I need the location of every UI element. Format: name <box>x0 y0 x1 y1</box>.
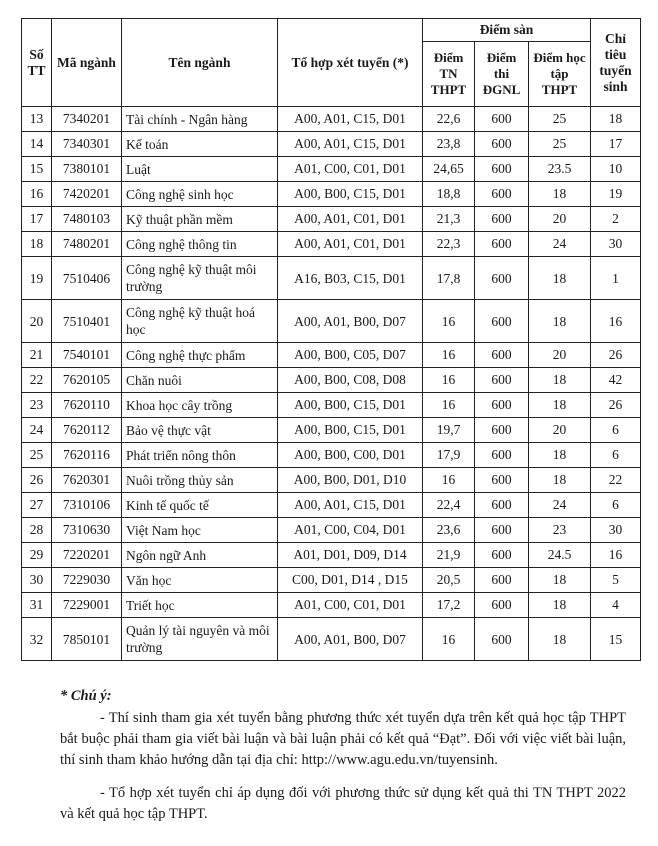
cell-diem-tn: 24,65 <box>423 157 475 182</box>
cell-diem-hoc-tap: 25 <box>529 107 591 132</box>
cell-ma-nganh: 7540101 <box>52 343 122 368</box>
table-row <box>22 182 641 207</box>
cell-ma-nganh: 7620110 <box>52 393 122 418</box>
table-row <box>22 207 641 232</box>
table-row <box>22 468 641 493</box>
table-row <box>22 132 641 157</box>
cell-diem-hoc-tap: 20 <box>529 418 591 443</box>
cell-ten-nganh: Phát triển nông thôn <box>122 443 278 468</box>
cell-ten-nganh: Kinh tế quốc tế <box>122 493 278 518</box>
cell-diem-hoc-tap: 20 <box>529 207 591 232</box>
cell-to-hop: A00, A01, C15, D01 <box>278 107 423 132</box>
cell-to-hop: A16, B03, C15, D01 <box>278 257 423 300</box>
cell-chi-tieu: 15 <box>591 618 641 661</box>
cell-diem-dgnl: 600 <box>475 393 529 418</box>
cell-diem-dgnl: 600 <box>475 107 529 132</box>
cell-diem-hoc-tap: 18 <box>529 568 591 593</box>
cell-diem-dgnl: 600 <box>475 468 529 493</box>
cell-chi-tieu: 2 <box>591 207 641 232</box>
header-diem-dgnl: Điểm thi ĐGNL <box>475 42 529 107</box>
table-row <box>22 493 641 518</box>
cell-chi-tieu: 30 <box>591 518 641 543</box>
cell-ma-nganh: 7620105 <box>52 368 122 393</box>
cell-diem-tn: 16 <box>423 393 475 418</box>
cell-diem-tn: 22,6 <box>423 107 475 132</box>
cell-diem-dgnl: 600 <box>475 157 529 182</box>
cell-ma-nganh: 7480103 <box>52 207 122 232</box>
cell-ten-nganh: Khoa học cây trồng <box>122 393 278 418</box>
cell-ten-nganh: Quản lý tài nguyên và môi trường <box>122 618 278 661</box>
cell-chi-tieu: 30 <box>591 232 641 257</box>
table-row <box>22 393 641 418</box>
cell-ten-nganh: Bảo vệ thực vật <box>122 418 278 443</box>
table-row <box>22 343 641 368</box>
cell-diem-tn: 16 <box>423 618 475 661</box>
cell-diem-hoc-tap: 18 <box>529 443 591 468</box>
table-row <box>22 300 641 343</box>
cell-diem-tn: 16 <box>423 300 475 343</box>
cell-diem-dgnl: 600 <box>475 300 529 343</box>
note-paragraph-1: - Thí sinh tham gia xét tuyển bằng phương thức xét tuyển dựa trên kết quả học tập THPT bắt buộc phải tham gia viết bài luận và bài luận phải có kết quả “Đạt”. Đối với việc viết bài luận, thí sinh tham khảo hướng dẫn tại địa chỉ: http://www.agu.edu.vn/tuyensinh. <box>60 710 626 768</box>
cell-chi-tieu: 5 <box>591 568 641 593</box>
table-row <box>22 568 641 593</box>
cell-stt: 21 <box>22 343 52 368</box>
cell-stt: 20 <box>22 300 52 343</box>
cell-chi-tieu: 26 <box>591 343 641 368</box>
cell-chi-tieu: 16 <box>591 300 641 343</box>
cell-diem-tn: 21,3 <box>423 207 475 232</box>
cell-chi-tieu: 18 <box>591 107 641 132</box>
cell-ma-nganh: 7510406 <box>52 257 122 300</box>
cell-diem-tn: 23,6 <box>423 518 475 543</box>
cell-to-hop: A00, B00, C15, D01 <box>278 182 423 207</box>
cell-stt: 32 <box>22 618 52 661</box>
cell-stt: 13 <box>22 107 52 132</box>
cell-diem-hoc-tap: 18 <box>529 368 591 393</box>
cell-diem-hoc-tap: 18 <box>529 393 591 418</box>
notes-title: * Chú ý: <box>60 688 112 704</box>
cell-to-hop: A01, C00, C01, D01 <box>278 157 423 182</box>
cell-diem-tn: 17,9 <box>423 443 475 468</box>
cell-ten-nganh: Kế toán <box>122 132 278 157</box>
header-diem-hoc-tap: Điểm học tập THPT <box>529 42 591 107</box>
cell-to-hop: A00, B00, C15, D01 <box>278 393 423 418</box>
cell-to-hop: A00, B00, D01, D10 <box>278 468 423 493</box>
cell-diem-tn: 16 <box>423 468 475 493</box>
cell-ma-nganh: 7480201 <box>52 232 122 257</box>
cell-ten-nganh: Ngôn ngữ Anh <box>122 543 278 568</box>
header-stt: Số TT <box>22 19 52 107</box>
table-row <box>22 368 641 393</box>
cell-diem-hoc-tap: 24.5 <box>529 543 591 568</box>
cell-ten-nganh: Công nghệ kỹ thuật hoá học <box>122 300 278 343</box>
table-row <box>22 107 641 132</box>
header-chi-tieu: Chỉ tiêu tuyển sinh <box>591 19 641 107</box>
cell-ten-nganh: Việt Nam học <box>122 518 278 543</box>
cell-stt: 28 <box>22 518 52 543</box>
table-row <box>22 157 641 182</box>
table-row <box>22 618 641 661</box>
cell-to-hop: A01, C00, C01, D01 <box>278 593 423 618</box>
cell-diem-hoc-tap: 18 <box>529 468 591 493</box>
cell-ten-nganh: Tài chính - Ngân hàng <box>122 107 278 132</box>
cell-ma-nganh: 7229001 <box>52 593 122 618</box>
cell-diem-dgnl: 600 <box>475 182 529 207</box>
cell-ma-nganh: 7310106 <box>52 493 122 518</box>
cell-ten-nganh: Công nghệ thông tin <box>122 232 278 257</box>
cell-diem-tn: 21,9 <box>423 543 475 568</box>
cell-diem-tn: 22,4 <box>423 493 475 518</box>
cell-stt: 14 <box>22 132 52 157</box>
cell-chi-tieu: 42 <box>591 368 641 393</box>
cell-diem-tn: 17,8 <box>423 257 475 300</box>
cell-ma-nganh: 7620116 <box>52 443 122 468</box>
cell-to-hop: C00, D01, D14 , D15 <box>278 568 423 593</box>
cell-stt: 18 <box>22 232 52 257</box>
cell-to-hop: A00, A01, C15, D01 <box>278 132 423 157</box>
cell-chi-tieu: 6 <box>591 418 641 443</box>
cell-to-hop: A00, B00, C05, D07 <box>278 343 423 368</box>
cell-stt: 17 <box>22 207 52 232</box>
cell-diem-tn: 17,2 <box>423 593 475 618</box>
cell-ma-nganh: 7340301 <box>52 132 122 157</box>
header-diem-tn: Điểm TN THPT <box>423 42 475 107</box>
cell-diem-tn: 18,8 <box>423 182 475 207</box>
cell-ma-nganh: 7850101 <box>52 618 122 661</box>
cell-to-hop: A00, A01, B00, D07 <box>278 300 423 343</box>
cell-stt: 29 <box>22 543 52 568</box>
cell-diem-dgnl: 600 <box>475 568 529 593</box>
cell-diem-dgnl: 600 <box>475 207 529 232</box>
cell-chi-tieu: 17 <box>591 132 641 157</box>
cell-to-hop: A00, A01, C01, D01 <box>278 232 423 257</box>
cell-ten-nganh: Công nghệ thực phẩm <box>122 343 278 368</box>
cell-to-hop: A00, B00, C15, D01 <box>278 418 423 443</box>
table-row <box>22 443 641 468</box>
cell-diem-hoc-tap: 18 <box>529 618 591 661</box>
cell-ten-nganh: Văn học <box>122 568 278 593</box>
cell-stt: 26 <box>22 468 52 493</box>
cell-chi-tieu: 22 <box>591 468 641 493</box>
cell-stt: 15 <box>22 157 52 182</box>
cell-diem-dgnl: 600 <box>475 418 529 443</box>
cell-ten-nganh: Luật <box>122 157 278 182</box>
cell-ten-nganh: Nuôi trồng thủy sản <box>122 468 278 493</box>
cell-chi-tieu: 6 <box>591 443 641 468</box>
cell-stt: 27 <box>22 493 52 518</box>
cell-chi-tieu: 19 <box>591 182 641 207</box>
cell-ten-nganh: Triết học <box>122 593 278 618</box>
cell-stt: 22 <box>22 368 52 393</box>
cell-chi-tieu: 10 <box>591 157 641 182</box>
admission-score-table <box>21 18 641 661</box>
table-body <box>22 107 641 661</box>
cell-stt: 30 <box>22 568 52 593</box>
cell-diem-tn: 16 <box>423 343 475 368</box>
cell-ma-nganh: 7420201 <box>52 182 122 207</box>
cell-chi-tieu: 26 <box>591 393 641 418</box>
cell-diem-dgnl: 600 <box>475 443 529 468</box>
cell-stt: 19 <box>22 257 52 300</box>
cell-to-hop: A00, A01, C01, D01 <box>278 207 423 232</box>
cell-ten-nganh: Công nghệ sinh học <box>122 182 278 207</box>
cell-to-hop: A00, B00, C08, D08 <box>278 368 423 393</box>
table-row <box>22 518 641 543</box>
header-diem-san: Điểm sàn <box>423 19 591 42</box>
cell-stt: 31 <box>22 593 52 618</box>
cell-diem-hoc-tap: 20 <box>529 343 591 368</box>
cell-diem-dgnl: 600 <box>475 543 529 568</box>
cell-diem-dgnl: 600 <box>475 132 529 157</box>
cell-ma-nganh: 7620301 <box>52 468 122 493</box>
cell-ten-nganh: Chăn nuôi <box>122 368 278 393</box>
cell-diem-tn: 20,5 <box>423 568 475 593</box>
cell-to-hop: A01, C00, C04, D01 <box>278 518 423 543</box>
cell-diem-hoc-tap: 24 <box>529 232 591 257</box>
cell-stt: 25 <box>22 443 52 468</box>
cell-diem-hoc-tap: 24 <box>529 493 591 518</box>
cell-diem-tn: 22,3 <box>423 232 475 257</box>
cell-to-hop: A00, B00, C00, D01 <box>278 443 423 468</box>
cell-ma-nganh: 7340201 <box>52 107 122 132</box>
cell-ma-nganh: 7220201 <box>52 543 122 568</box>
cell-diem-dgnl: 600 <box>475 518 529 543</box>
cell-diem-tn: 19,7 <box>423 418 475 443</box>
cell-diem-hoc-tap: 18 <box>529 257 591 300</box>
cell-chi-tieu: 16 <box>591 543 641 568</box>
cell-diem-hoc-tap: 23 <box>529 518 591 543</box>
cell-diem-tn: 16 <box>423 368 475 393</box>
cell-chi-tieu: 1 <box>591 257 641 300</box>
cell-ma-nganh: 7620112 <box>52 418 122 443</box>
cell-ma-nganh: 7510401 <box>52 300 122 343</box>
cell-diem-dgnl: 600 <box>475 343 529 368</box>
cell-diem-dgnl: 600 <box>475 232 529 257</box>
cell-diem-hoc-tap: 18 <box>529 182 591 207</box>
table-row <box>22 257 641 300</box>
cell-diem-dgnl: 600 <box>475 368 529 393</box>
cell-to-hop: A00, A01, B00, D07 <box>278 618 423 661</box>
cell-ma-nganh: 7229030 <box>52 568 122 593</box>
table-row <box>22 418 641 443</box>
cell-ten-nganh: Công nghệ kỹ thuật môi trường <box>122 257 278 300</box>
cell-diem-hoc-tap: 23.5 <box>529 157 591 182</box>
table-row <box>22 543 641 568</box>
table-row <box>22 593 641 618</box>
cell-diem-hoc-tap: 18 <box>529 593 591 618</box>
cell-to-hop: A00, A01, C15, D01 <box>278 493 423 518</box>
cell-ten-nganh: Kỹ thuật phần mềm <box>122 207 278 232</box>
cell-diem-dgnl: 600 <box>475 593 529 618</box>
cell-chi-tieu: 4 <box>591 593 641 618</box>
header-to-hop: Tổ hợp xét tuyển (*) <box>278 19 423 107</box>
cell-stt: 24 <box>22 418 52 443</box>
cell-diem-dgnl: 600 <box>475 493 529 518</box>
cell-chi-tieu: 6 <box>591 493 641 518</box>
cell-to-hop: A01, D01, D09, D14 <box>278 543 423 568</box>
cell-ma-nganh: 7380101 <box>52 157 122 182</box>
cell-stt: 23 <box>22 393 52 418</box>
header-ma-nganh: Mã ngành <box>52 19 122 107</box>
cell-ma-nganh: 7310630 <box>52 518 122 543</box>
note-paragraph-2: - Tổ hợp xét tuyển chỉ áp dụng đối với phương thức sử dụng kết quả thi TN THPT 2022 và kết quả học tập THPT. <box>60 785 626 822</box>
header-ten-nganh: Tên ngành <box>122 19 278 107</box>
cell-diem-dgnl: 600 <box>475 257 529 300</box>
cell-diem-dgnl: 600 <box>475 618 529 661</box>
cell-diem-hoc-tap: 25 <box>529 132 591 157</box>
table-row <box>22 232 641 257</box>
cell-diem-tn: 23,8 <box>423 132 475 157</box>
cell-stt: 16 <box>22 182 52 207</box>
cell-diem-hoc-tap: 18 <box>529 300 591 343</box>
